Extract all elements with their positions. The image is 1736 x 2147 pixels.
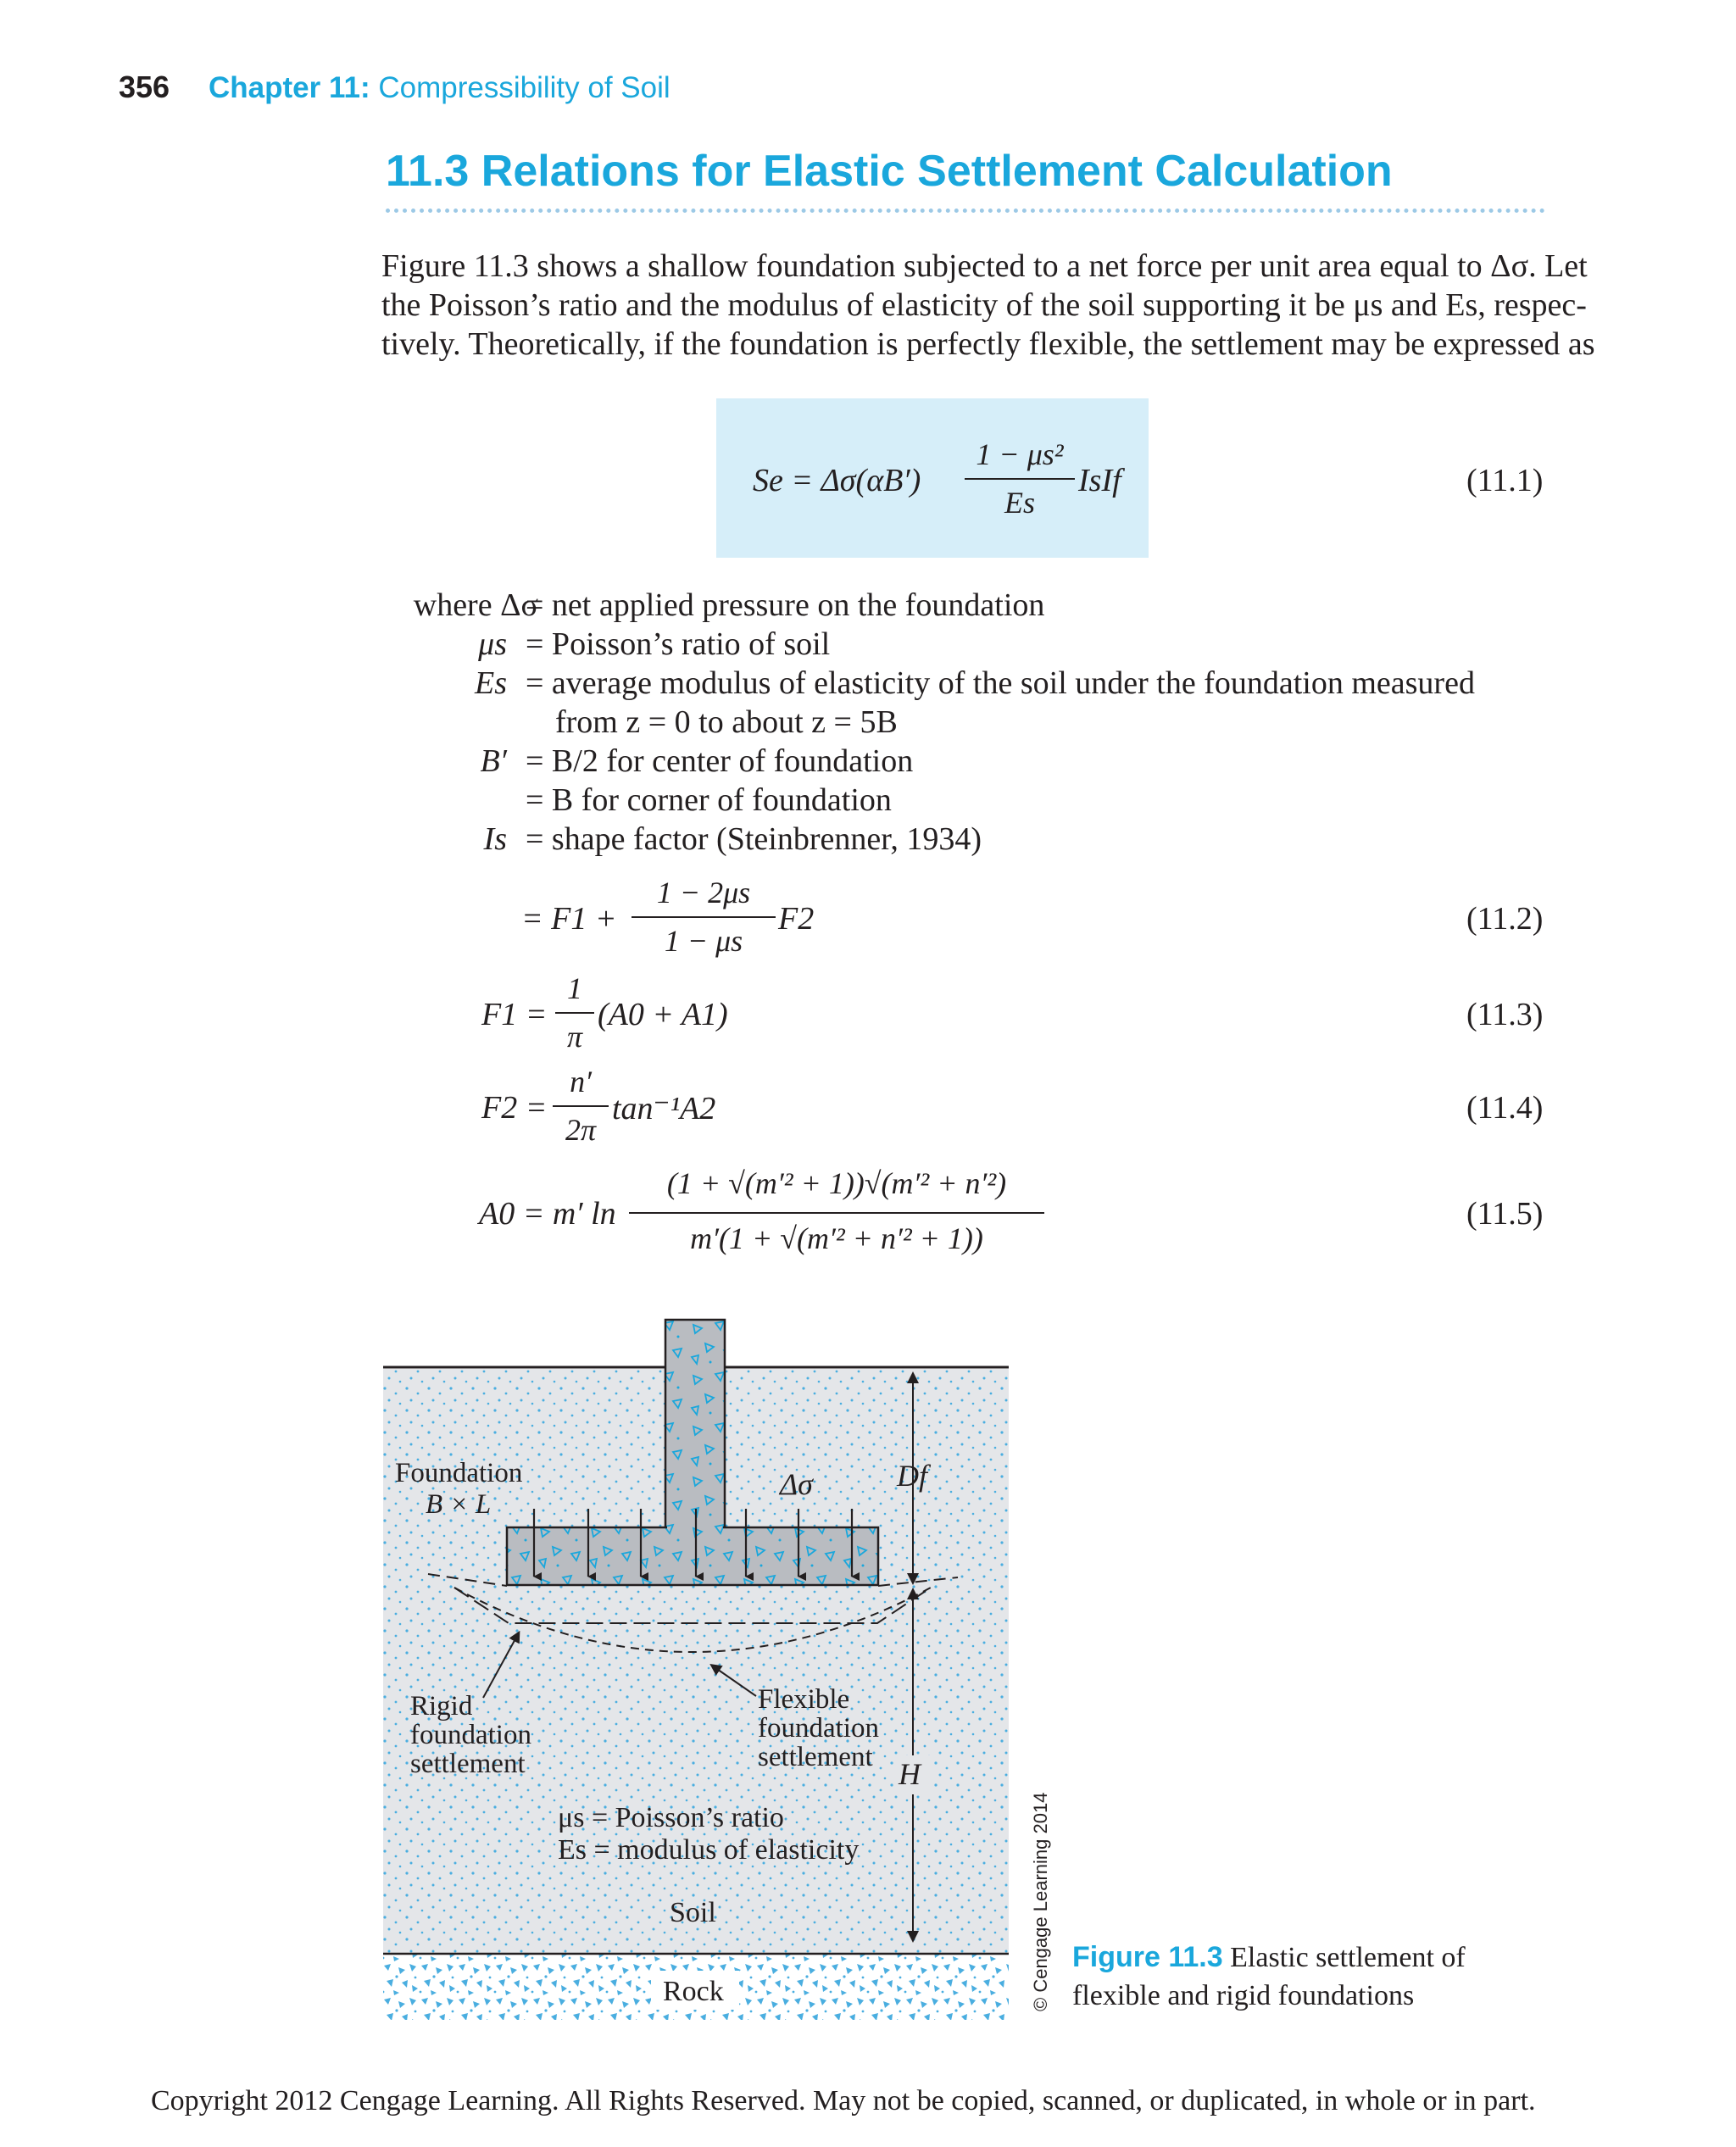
eq1-denominator: Es (1004, 486, 1035, 520)
label-rock: Rock (663, 1976, 724, 2007)
eq4-fraction-bar (553, 1105, 609, 1107)
label-poisson: μs = Poisson’s ratio (558, 1802, 784, 1833)
foundation-footing (507, 1527, 878, 1585)
def-symbol-is: Is (483, 821, 507, 857)
label-rigid-line3: settlement (410, 1749, 526, 1779)
label-df: Df (897, 1459, 927, 1493)
eq4-lhs: F2 = (481, 1090, 548, 1126)
figure-elastic-settlement (381, 1318, 1307, 2022)
label-foundation: Foundation (395, 1458, 523, 1488)
def-symbol-es: Es (475, 665, 507, 701)
def-text-mu: = Poisson’s ratio of soil (526, 626, 831, 662)
eq2-fraction-bar (632, 916, 776, 918)
eq5-numerator: (1 + √(m′² + 1))√(m′² + n′²) (666, 1166, 1007, 1200)
def-symbol-delta-sigma: where Δσ (413, 587, 538, 623)
eq2-denominator: 1 − μs (664, 924, 743, 958)
running-header (209, 71, 670, 105)
eq2-tail: F2 (778, 901, 815, 937)
figure-diagram (381, 1318, 1307, 2022)
credit-anchor (1030, 1792, 1051, 2028)
eq5-lhs: A0 = m′ ln (479, 1196, 616, 1232)
section-title: 11.3 Relations for Elastic Settlement Calculation (386, 147, 1393, 196)
paragraph-line-2: the Poisson’s ratio and the modulus of elasticity of the soil supporting it be μs and Es, respec- (381, 287, 1587, 323)
label-foundation-dims: B × L (426, 1489, 492, 1520)
chapter-title: Compressibility of Soil (378, 71, 670, 104)
paragraph-line-3: tively. Theoretically, if the foundation is perfectly flexible, the settlement may be expressed as (381, 326, 1595, 362)
eq2-numerator: 1 − 2μs (656, 876, 751, 909)
eq3-number: (11.3) (1466, 997, 1544, 1032)
label-flexible-line3: settlement (758, 1742, 873, 1772)
eq2-number: (11.2) (1466, 901, 1544, 937)
eq5-number: (11.5) (1466, 1196, 1544, 1232)
figure-caption-line1 (1072, 1941, 1466, 1974)
figure-caption-label: Figure 11.3 (1072, 1941, 1223, 1973)
eq3-tail: (A0 + A1) (598, 997, 728, 1032)
eq5-fraction-bar (629, 1212, 1044, 1214)
label-rigid-line2: foundation (410, 1720, 531, 1750)
def-text-b-corner: = B for corner of foundation (526, 782, 892, 818)
eq3-numerator: 1 (567, 971, 582, 1005)
eq5-denominator: m′(1 + √(m′² + n′² + 1)) (690, 1221, 983, 1255)
def-symbol-mu: μs (478, 626, 507, 662)
eq1-fraction-bar (965, 478, 1075, 480)
eq4-numerator: n′ (570, 1065, 592, 1099)
eq1-lhs: Se = Δσ(αB′) (753, 463, 921, 498)
eq4-number: (11.4) (1466, 1090, 1544, 1126)
figure-caption-text: Elastic settlement of (1230, 1942, 1466, 1973)
label-rigid-line1: Rigid (410, 1691, 473, 1721)
figure-caption-line2: flexible and rigid foundations (1072, 1980, 1415, 2011)
def-text-es-cont: from z = 0 to about z = 5B (555, 704, 898, 740)
eq1-number: (11.1) (1466, 463, 1544, 498)
label-modulus: Es = modulus of elasticity (558, 1834, 860, 1866)
chapter-number: Chapter 11: (209, 71, 370, 104)
def-text-es: = average modulus of elasticity of the soil under the foundation measured (526, 665, 1475, 701)
label-flexible-line1: Flexible (758, 1684, 850, 1715)
eq1-tail: IsIf (1078, 463, 1121, 498)
column-stem (665, 1320, 725, 1532)
image-credit: © Cengage Learning 2014 (1030, 1792, 1051, 2011)
eq3-fraction-bar (555, 1012, 594, 1014)
label-soil: Soil (670, 1897, 716, 1928)
page-number: 356 (119, 70, 170, 104)
eq4-denominator: 2π (565, 1113, 597, 1147)
label-flexible-line2: foundation (758, 1713, 879, 1744)
paragraph-line-1: Figure 11.3 shows a shallow foundation subjected to a net force per unit area equal to Δσ. Let (381, 248, 1588, 284)
def-text-b-center: = B/2 for center of foundation (526, 743, 914, 779)
eq2-lhs: = F1 + (521, 901, 617, 937)
label-h: H (899, 1757, 921, 1791)
eq4-tail: tan⁻¹A2 (612, 1091, 716, 1126)
eq3-lhs: F1 = (481, 997, 548, 1032)
copyright-notice: Copyright 2012 Cengage Learning. All Rights Reserved. May not be copied, scanned, or duplicated, in whole or in part. (151, 2085, 1536, 2116)
section-divider (386, 209, 1545, 213)
eq1-numerator: 1 − μs² (976, 437, 1064, 471)
def-symbol-b-prime: B′ (480, 743, 507, 779)
def-text-delta-sigma: = net applied pressure on the foundation (526, 587, 1045, 623)
eq3-denominator: π (566, 1020, 583, 1054)
label-delta-sigma: Δσ (780, 1467, 813, 1501)
def-text-is: = shape factor (Steinbrenner, 1934) (526, 821, 982, 857)
